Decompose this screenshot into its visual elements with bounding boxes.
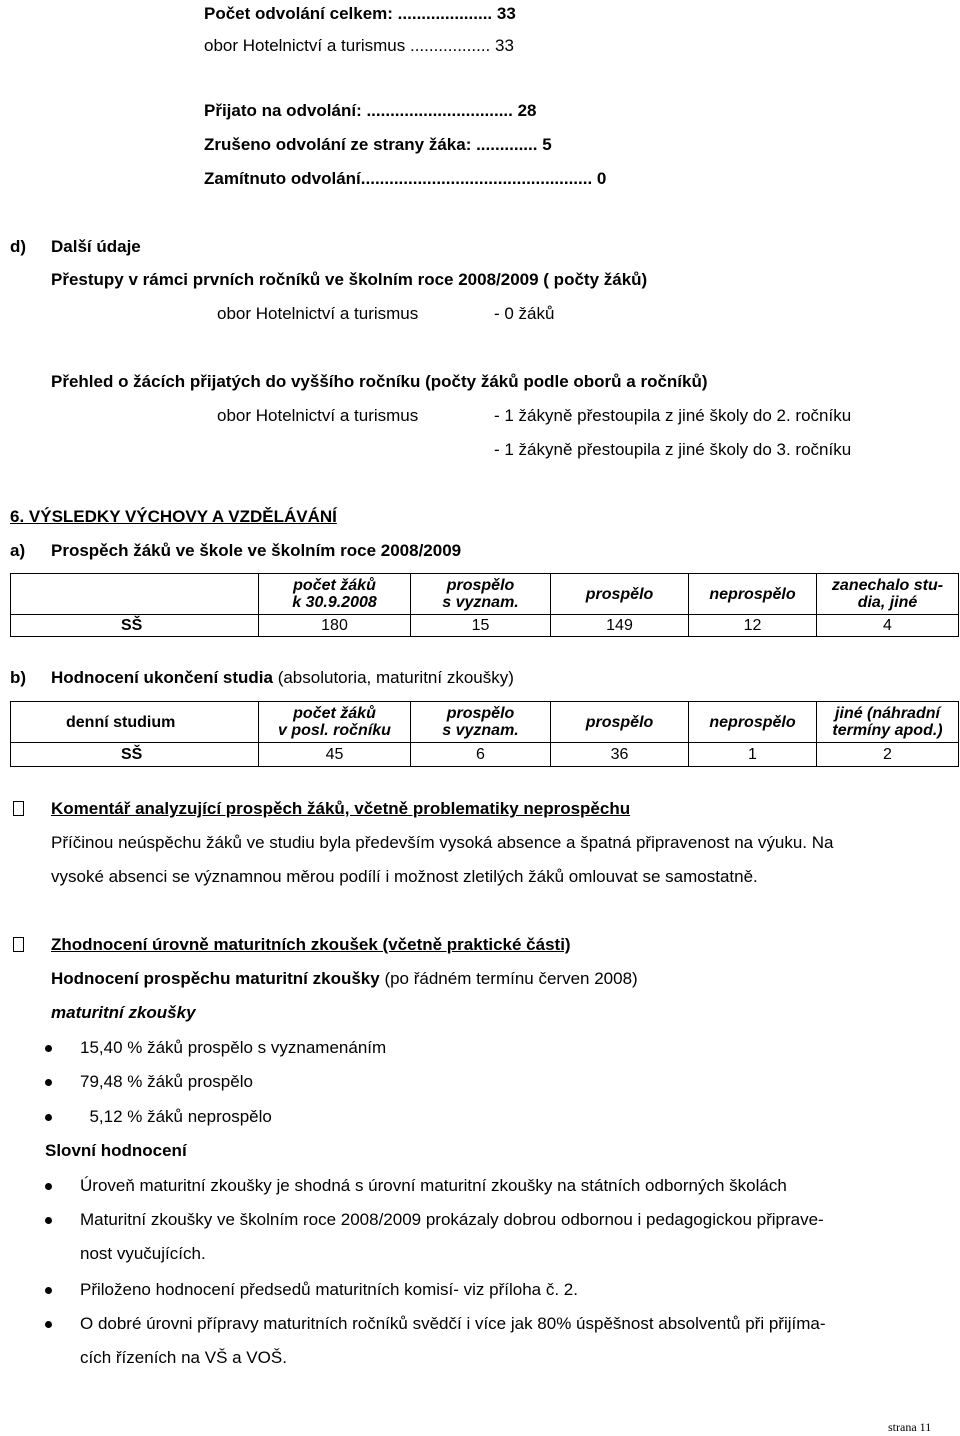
appeals-accepted: Přijato na odvolání: ............................... 28 <box>204 101 537 120</box>
section-d-title: Další údaje <box>51 237 141 256</box>
verbal-title: Slovní hodnocení <box>45 1141 187 1160</box>
exam-stat: 79,48 % žáků prospělo <box>80 1072 253 1091</box>
transfers-value: - 0 žáků <box>494 304 555 323</box>
appeals-total: Počet odvolání celkem: .................... 33 <box>204 4 516 23</box>
section-d-letter: d) <box>10 237 27 256</box>
bullet-icon <box>45 1287 52 1294</box>
verbal-item-continued: nost vyučujících. <box>80 1244 206 1263</box>
table-b-cell: 1 <box>689 743 817 767</box>
exams-label: maturitní zkoušky <box>51 1003 196 1022</box>
overview-title: Přehled o žácích přijatých do vyššího ročníku (počty žáků podle oborů a ročníků) <box>51 372 708 391</box>
table-a-cell: 149 <box>551 615 689 637</box>
comment-line-2: vysoké absenci se významnou měrou podílí i možnost zletilých žáků omlouvat se samostatně. <box>51 867 758 886</box>
exams-title: Zhodnocení úrovně maturitních zkoušek (včetně praktické části) <box>51 935 571 954</box>
exams-subtitle: Hodnocení prospěchu maturitní zkoušky (po řádném termínu červen 2008) <box>51 969 638 988</box>
results-table-b <box>10 701 959 767</box>
appeals-branch: obor Hotelnictví a turismus ................. 33 <box>204 36 514 55</box>
table-a-row-label: SŠ <box>11 615 259 637</box>
transfers-branch: obor Hotelnictví a turismus <box>217 304 419 323</box>
table-a-corner <box>11 574 259 615</box>
table-b-cell: 6 <box>411 743 551 767</box>
table-b-row-label: SŠ <box>11 743 259 767</box>
table-a-cell: 15 <box>411 615 551 637</box>
overview-line-1: - 1 žákyně přestoupila z jiné školy do 2. ročníku <box>494 406 852 425</box>
table-b-header-passed: prospělo <box>551 702 689 743</box>
verbal-item-continued: cích řízeních na VŠ a VOŠ. <box>80 1348 287 1367</box>
comment-title: Komentář analyzující prospěch žáků, včetně problematiky neprospěchu <box>51 799 631 818</box>
verbal-item: Přiloženo hodnocení předsedů maturitních komisí- viz příloha č. 2. <box>80 1280 578 1299</box>
table-a-header-honors: prospělo s vyznam. <box>411 574 551 615</box>
verbal-item: O dobré úrovni přípravy maturitních ročníků svědčí i více jak 80% úspěšnost absolventů při přijíma- <box>80 1314 826 1333</box>
table-b-header-count: počet žáků v posl. ročníku <box>259 702 411 743</box>
page-number: strana 11 <box>888 1420 932 1434</box>
table-b-cell: 36 <box>551 743 689 767</box>
checkbox-icon <box>13 937 24 952</box>
bullet-icon <box>45 1183 52 1190</box>
section-b-title: Hodnocení ukončení studia (absolutoria, maturitní zkoušky) <box>51 668 514 687</box>
exam-stat: 15,40 % žáků prospělo s vyznamenáním <box>80 1038 387 1057</box>
bullet-icon <box>45 1114 52 1121</box>
verbal-item: Úroveň maturitní zkoušky je shodná s úrovní maturitní zkoušky na státních odborných školách <box>80 1176 787 1195</box>
table-b-header-failed: neprospělo <box>689 702 817 743</box>
table-a-header-other: zanechalo stu- dia, jiné <box>817 574 959 615</box>
table-b-header-honors: prospělo s vyznam. <box>411 702 551 743</box>
table-a-header-count: počet žáků k 30.9.2008 <box>259 574 411 615</box>
transfers-title: Přestupy v rámci prvních ročníků ve školním roce 2008/2009 ( počty žáků) <box>51 270 648 289</box>
overview-line-2: - 1 žákyně přestoupila z jiné školy do 3. ročníku <box>494 440 852 459</box>
section-b-letter: b) <box>10 668 27 687</box>
comment-line-1: Příčinou neúspěchu žáků ve studiu byla především vysoká absence a špatná připravenost na výuku. Na <box>51 833 834 852</box>
section-a-letter: a) <box>10 541 26 560</box>
table-a-cell: 180 <box>259 615 411 637</box>
appeals-cancelled: Zrušeno odvolání ze strany žáka: ............. 5 <box>204 135 552 154</box>
bullet-icon <box>45 1079 52 1086</box>
table-a-cell: 4 <box>817 615 959 637</box>
table-a-cell: 12 <box>689 615 817 637</box>
table-a-header-failed: neprospělo <box>689 574 817 615</box>
bullet-icon <box>45 1321 52 1328</box>
checkbox-icon <box>13 801 24 816</box>
table-a-header-passed: prospělo <box>551 574 689 615</box>
exam-stat: 5,12 % žáků neprospělo <box>80 1107 272 1126</box>
bullet-icon <box>45 1217 52 1224</box>
table-b-cell: 2 <box>817 743 959 767</box>
appeals-rejected: Zamítnuto odvolání................................................. 0 <box>204 169 607 188</box>
table-b-header-other: jiné (náhradní termíny apod.) <box>817 702 959 743</box>
table-b-cell: 45 <box>259 743 411 767</box>
table-b-corner: denní studium <box>11 702 259 743</box>
overview-branch: obor Hotelnictví a turismus <box>217 406 419 425</box>
section-6-title: 6. VÝSLEDKY VÝCHOVY A VZDĚLÁVÁNÍ <box>10 507 337 526</box>
bullet-icon <box>45 1045 52 1052</box>
results-table-a <box>10 573 959 637</box>
verbal-item: Maturitní zkoušky ve školním roce 2008/2009 prokázaly dobrou odbornou i pedagogickou připrave- <box>80 1210 824 1229</box>
section-a-title: Prospěch žáků ve škole ve školním roce 2008/2009 <box>51 541 462 560</box>
